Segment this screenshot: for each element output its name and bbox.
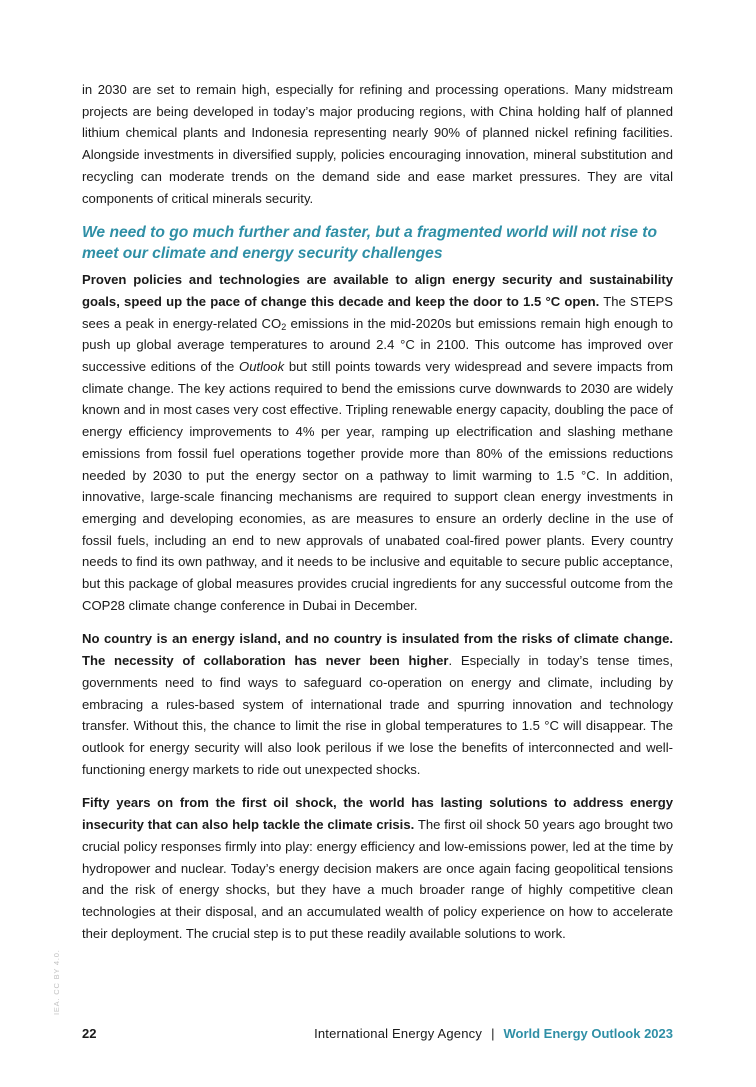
italic-title: Outlook — [239, 359, 285, 375]
organization-name: International Energy Agency — [314, 1026, 483, 1041]
license-watermark: IEA. CC BY 4.0. — [52, 949, 61, 1015]
paragraph-lead: Fifty years on from the first oil shock, the world has lasting solutions to address energy insecurity that can also help tackle the climate crisis. — [82, 795, 673, 833]
intro-paragraph: in 2030 are set to remain high, especially for refining and processing operations. Many midstream projects are being developed in today’s major producing regions, with China holding half of planned lithium chemical plants and Indonesia representing nearly 90% of planned nickel refining facilities. Alongside investments in diversified supply, policies encouraging innovation, mineral substitution and recycling can moderate trends on the demand side and ease market pressures. They are vital components of critical minerals security. — [82, 82, 673, 206]
paragraph-text: but still points towards very widespread and severe impacts from climate change. The key actions required to bend the emissions curve downwards to 2030 are widely known and in most cases very cost effective. Tripling renewable energy capacity, doubling the pace of energy efficiency improvements to 4% per year, ramping up electrification and slashing methane emissions from fossil fuel operations together provide more than 80% of the emissions reductions needed by 2030 to put the energy sector on a pathway to limit warming to 1.5 °C. In addition, innovative, large-scale financing mechanisms are required to support clean energy investments in emerging and developing economies, as are measures to ensure an orderly decline in the use of fossil fuels, including an end to new approvals of unabated coal-fired power plants. Every country needs to find its own pathway, and it needs to be inclusive and equitable to secure public acceptance, but this package of global measures provides crucial ingredients for any successful outcome from the COP28 climate change conference in Dubai in December. — [82, 359, 673, 613]
paragraph-oil-shock — [82, 792, 673, 944]
paragraph-text: emissions in the mid-2020s but emissions remain high enough to push up global average temperatures to around 2.4 °C in 2100. This outcome has improved over successive editions of the — [82, 315, 673, 375]
footer-separator: | — [491, 1026, 495, 1041]
paragraph-text: The first oil shock 50 years ago brought two crucial policy responses firmly into play: energy efficiency and low-emissions power, led at the time by hydropower and nuclear. Today’s energy decision makers are once again facing geopolitical tensions and the risk of energy shocks, but they have a much broader range of highly competitive clean technologies at their disposal, and an accumulated wealth of policy experience on how to accelerate their deployment. The crucial step is to put these readily available solutions to work. — [82, 817, 673, 941]
footer-title — [314, 1026, 673, 1041]
section-heading: We need to go much further and faster, but a fragmented world will not rise to meet our climate and energy security challenges — [82, 224, 658, 263]
page-body — [82, 79, 673, 956]
subscript: 2 — [281, 321, 287, 332]
publication-title: World Energy Outlook 2023 — [503, 1026, 673, 1041]
paragraph-proven-policies — [82, 269, 673, 616]
paragraph-energy-island — [82, 628, 673, 780]
paragraph-lead: Proven policies and technologies are available to align energy security and sustainability goals, speed up the pace of change this decade and keep the door to 1.5 °C open. — [82, 272, 673, 309]
paragraph-text: . Especially in today’s tense times, governments need to find ways to safeguard co-operation on energy and climate, including by embracing a rules-based system of international trade and spurring innovation and technology transfer. Without this, the chance to limit the rise in global temperatures to 1.5 °C will disappear. The outlook for energy security will also look perilous if we lose the benefits of interconnected and well-functioning energy markets to ride out unexpected shocks. — [82, 653, 673, 777]
page-number: 22 — [82, 1026, 97, 1041]
paragraph-text: The STEPS sees a peak in energy-related CO — [82, 293, 673, 331]
paragraph-lead: No country is an energy island, and no country is insulated from the risks of climate change. The necessity of collaboration has never been higher — [82, 631, 673, 669]
page-footer — [82, 1026, 673, 1042]
